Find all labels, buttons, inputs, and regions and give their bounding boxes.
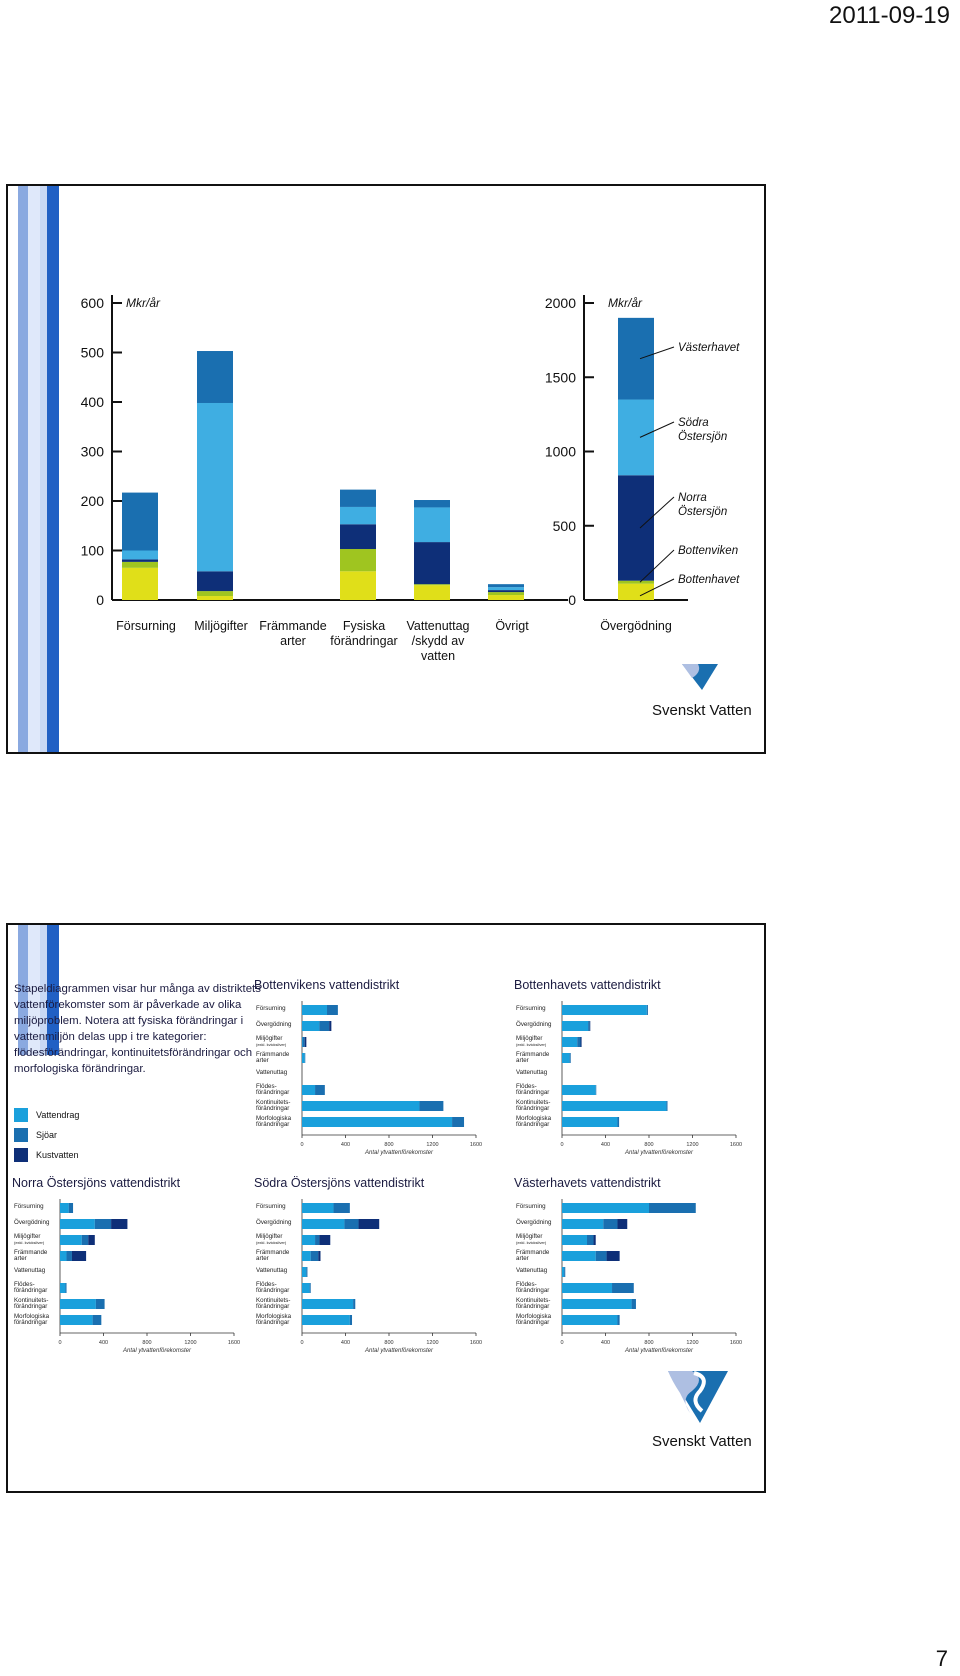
bar-segment xyxy=(562,1299,632,1309)
bar-segment xyxy=(617,1315,619,1325)
category-label: Flödes- xyxy=(516,1083,537,1090)
bar-segment xyxy=(607,1251,620,1261)
category-label: arter xyxy=(256,1255,269,1262)
category-label: förändringar xyxy=(256,1105,290,1112)
category-label: vatten xyxy=(420,649,456,663)
bar-segment xyxy=(122,493,158,551)
category-label: Övergödning xyxy=(600,619,672,633)
x-tick-label: 1200 xyxy=(686,1142,699,1148)
bar-segment xyxy=(319,1021,329,1031)
bar-segment xyxy=(340,490,376,507)
bar-segment xyxy=(60,1299,96,1309)
category-label: Kontinuitets- xyxy=(516,1297,551,1304)
category-label: Kontinuitets- xyxy=(256,1099,291,1106)
x-tick-label: 1600 xyxy=(729,1340,743,1346)
bar-segment xyxy=(562,1085,596,1095)
bar-segment xyxy=(302,1037,303,1047)
annotation-label: Norra xyxy=(678,492,707,504)
category-label: förändringar xyxy=(256,1089,290,1096)
x-axis-label: Antal ytvattenförekomster xyxy=(122,1348,192,1354)
bar-segment xyxy=(562,1283,612,1293)
bar-segment xyxy=(302,1235,315,1245)
bar-segment xyxy=(340,507,376,524)
bar-segment xyxy=(302,1203,334,1213)
bar-segment xyxy=(564,1267,565,1277)
bar-segment xyxy=(570,1053,571,1063)
x-tick-label: 0 xyxy=(560,1340,564,1346)
y-tick-label: 500 xyxy=(552,517,576,534)
bar-segment xyxy=(596,1085,597,1095)
district-title: Södra Östersjöns vattendistrikt xyxy=(254,1176,425,1190)
x-tick-label: 400 xyxy=(600,1340,611,1346)
bar-segment xyxy=(618,475,654,580)
category-label: förändringar xyxy=(516,1303,550,1310)
x-tick-label: 0 xyxy=(300,1340,304,1346)
category-label: Flödes- xyxy=(14,1281,35,1288)
category-label: (exkl. kvicksilver) xyxy=(14,1240,45,1245)
bar-segment xyxy=(414,507,450,542)
x-axis-label: Antal ytvattenförekomster xyxy=(364,1348,434,1354)
svenskt-vatten-logo-icon xyxy=(666,1369,730,1425)
category-label: arter xyxy=(280,634,306,648)
category-label: (exkl. kvicksilver) xyxy=(516,1240,547,1245)
bar-segment xyxy=(95,1219,111,1229)
intro-text: Stapeldiagrammen visar hur många av distriktets vattenförekomster som är påverkade av olika miljöproblem. Notera att fysiska förändringar i vattenmiljön delas upp i tre kategorier: flödesförändringar, kontinuitetsförändringar och morfologiska förändringar. xyxy=(14,983,261,1075)
category-label: Vattenuttag xyxy=(256,1267,288,1274)
slide-1 xyxy=(6,184,766,754)
district-charts xyxy=(8,925,764,1491)
bar-segment xyxy=(302,1005,327,1015)
bar-segment xyxy=(96,1299,105,1309)
x-tick-label: 1200 xyxy=(426,1340,439,1346)
category-label: förändringar xyxy=(256,1121,290,1128)
bar-segment xyxy=(302,1021,319,1031)
x-axis-label: Antal ytvattenförekomster xyxy=(624,1348,694,1354)
bar-segment xyxy=(82,1235,89,1245)
category-label: Vattenuttag xyxy=(14,1267,46,1274)
category-label: Försurning xyxy=(256,1203,286,1210)
cost-bar-chart xyxy=(8,186,764,752)
bar-segment xyxy=(318,1251,320,1261)
bar-segment xyxy=(488,592,524,595)
category-label: Kontinuitets- xyxy=(256,1297,291,1304)
category-label: Flödes- xyxy=(516,1281,537,1288)
bar-segment xyxy=(305,1037,307,1047)
category-label: Vattenuttag xyxy=(406,619,470,633)
category-label: (exkl. kvicksilver) xyxy=(256,1240,287,1245)
bar-segment xyxy=(562,1037,577,1047)
bar-segment xyxy=(359,1219,380,1229)
bar-segment xyxy=(311,1251,319,1261)
bar-segment xyxy=(562,1315,617,1325)
bar-segment xyxy=(647,1005,648,1015)
bar-segment xyxy=(414,584,450,585)
x-tick-label: 1600 xyxy=(469,1142,483,1148)
category-label: Vattenuttag xyxy=(516,1267,548,1274)
x-tick-label: 800 xyxy=(644,1340,654,1346)
y-tick-label: 0 xyxy=(568,592,576,608)
category-label: Främmande xyxy=(14,1249,48,1256)
logo-text: Svenskt Vatten xyxy=(652,1433,752,1450)
x-tick-label: 1200 xyxy=(686,1340,699,1346)
category-label: Övergödning xyxy=(256,1021,292,1028)
category-label: arter xyxy=(516,1057,529,1064)
legend-label: Sjöar xyxy=(36,1130,58,1140)
bar-segment xyxy=(562,1251,596,1261)
district-title: Västerhavets vattendistrikt xyxy=(514,1176,661,1190)
category-label: Försurning xyxy=(516,1005,546,1012)
category-label: Miljögifter xyxy=(256,1035,283,1042)
bar-segment xyxy=(69,1203,73,1213)
bar-segment xyxy=(562,1117,617,1127)
category-label: förändringar xyxy=(256,1303,290,1310)
category-label: Morfologiska xyxy=(516,1115,552,1122)
y-tick-label: 0 xyxy=(96,592,104,608)
category-label: Kontinuitets- xyxy=(14,1297,49,1304)
category-label: Flödes- xyxy=(256,1281,277,1288)
bar-segment xyxy=(594,1235,596,1245)
annotation-label: Bottenhavet xyxy=(678,574,740,586)
bar-segment xyxy=(60,1283,65,1293)
bar-segment xyxy=(319,1235,330,1245)
bar-segment xyxy=(60,1251,67,1261)
bar-segment xyxy=(419,1101,443,1111)
y-tick-label: 400 xyxy=(80,394,104,410)
x-tick-label: 400 xyxy=(340,1142,351,1148)
x-tick-label: 800 xyxy=(384,1142,394,1148)
district-title: Bottenhavets vattendistrikt xyxy=(514,978,661,992)
category-label: förändringar xyxy=(14,1319,48,1326)
x-axis-label: Antal ytvattenförekomster xyxy=(364,1150,434,1156)
category-label: Försurning xyxy=(256,1005,286,1012)
logo-text: Svenskt Vatten xyxy=(652,702,752,719)
bar-segment xyxy=(414,500,450,507)
bar-segment xyxy=(60,1315,93,1325)
category-label: Miljögifter xyxy=(194,619,248,633)
category-label: Övergödning xyxy=(516,1021,552,1028)
category-label: arter xyxy=(14,1255,27,1262)
x-axis-label: Antal ytvattenförekomster xyxy=(624,1150,694,1156)
x-tick-label: 1200 xyxy=(426,1142,439,1148)
bar-segment xyxy=(618,581,654,584)
category-label: Morfologiska xyxy=(256,1115,292,1122)
category-label: förändringar xyxy=(14,1303,48,1310)
bar-segment xyxy=(197,351,233,403)
annotation-label: Södra xyxy=(678,417,709,429)
category-label: förändringar xyxy=(330,634,398,648)
category-label: arter xyxy=(516,1255,529,1262)
bar-segment xyxy=(122,559,158,561)
y-axis-label: Mkr/år xyxy=(608,296,642,310)
x-tick-label: 1600 xyxy=(227,1340,241,1346)
bar-segment xyxy=(577,1037,580,1047)
bar-segment xyxy=(350,1315,352,1325)
x-tick-label: 800 xyxy=(142,1340,152,1346)
y-tick-label: 200 xyxy=(80,493,104,509)
bar-segment xyxy=(596,1251,607,1261)
category-label: Främmande xyxy=(256,1051,290,1058)
svenskt-vatten-logo-icon xyxy=(680,662,720,692)
category-label: Morfologiska xyxy=(516,1313,552,1320)
x-tick-label: 1600 xyxy=(469,1340,483,1346)
slide-2 xyxy=(6,923,766,1493)
bar-segment xyxy=(302,1117,452,1127)
category-label: Miljögifter xyxy=(516,1233,543,1240)
bar-segment xyxy=(302,1251,311,1261)
bar-segment xyxy=(197,596,233,600)
bar-segment xyxy=(488,584,524,587)
x-tick-label: 0 xyxy=(560,1142,564,1148)
bar-segment xyxy=(197,571,233,591)
category-label: Försurning xyxy=(516,1203,546,1210)
bar-segment xyxy=(302,1283,310,1293)
y-axis-label: Mkr/år xyxy=(126,296,160,310)
category-label: förändringar xyxy=(256,1287,290,1294)
bar-segment xyxy=(306,1267,307,1277)
bar-segment xyxy=(414,585,450,600)
bar-segment xyxy=(315,1085,325,1095)
y-tick-label: 100 xyxy=(80,542,104,559)
bar-segment xyxy=(340,571,376,600)
bar-segment xyxy=(122,551,158,560)
category-label: Miljögifter xyxy=(14,1233,41,1240)
bar-segment xyxy=(580,1037,581,1047)
district-title: Bottenvikens vattendistrikt xyxy=(254,978,400,992)
bar-segment xyxy=(353,1299,355,1309)
category-label: Morfologiska xyxy=(256,1313,292,1320)
bar-segment xyxy=(302,1053,305,1063)
category-label: Vattenuttag xyxy=(256,1069,288,1076)
bar-segment xyxy=(60,1235,82,1245)
bar-segment xyxy=(617,1219,627,1229)
x-tick-label: 0 xyxy=(58,1340,62,1346)
y-tick-label: 1000 xyxy=(544,443,576,460)
category-label: (exkl. kvicksilver) xyxy=(516,1042,547,1047)
y-tick-label: 300 xyxy=(80,443,104,460)
bar-segment xyxy=(315,1235,319,1245)
bar-segment xyxy=(666,1101,667,1111)
category-label: Försurning xyxy=(116,619,176,633)
bar-segment xyxy=(612,1283,634,1293)
bar-segment xyxy=(562,1203,649,1213)
bar-segment xyxy=(618,318,654,400)
bar-segment xyxy=(327,1005,338,1015)
category-label: Flödes- xyxy=(256,1083,277,1090)
bar-segment xyxy=(562,1219,603,1229)
bar-segment xyxy=(340,524,376,549)
bar-segment xyxy=(303,1037,305,1047)
category-label: förändringar xyxy=(516,1319,550,1326)
bar-segment xyxy=(414,542,450,584)
annotation-label: Bottenviken xyxy=(678,545,739,557)
bar-segment xyxy=(329,1021,331,1031)
bar-segment xyxy=(60,1203,69,1213)
bar-segment xyxy=(488,595,524,600)
bar-segment xyxy=(302,1299,353,1309)
bar-segment xyxy=(122,568,158,600)
category-label: Främmande xyxy=(256,1249,290,1256)
bar-segment xyxy=(302,1267,306,1277)
header-date: 2011-09-19 xyxy=(829,2,950,29)
bar-segment xyxy=(452,1117,464,1127)
annotation-label: Östersjön xyxy=(678,506,728,518)
bar-segment xyxy=(587,1235,594,1245)
x-tick-label: 800 xyxy=(384,1340,394,1346)
y-tick-label: 600 xyxy=(80,295,104,311)
bar-segment xyxy=(562,1021,588,1031)
annotation-label: Västerhavet xyxy=(678,342,740,354)
bar-segment xyxy=(88,1235,95,1245)
district-title: Norra Östersjöns vattendistrikt xyxy=(12,1176,181,1190)
category-label: förändringar xyxy=(516,1105,550,1112)
category-label: förändringar xyxy=(14,1287,48,1294)
bar-segment xyxy=(60,1219,95,1229)
category-label: förändringar xyxy=(516,1089,550,1096)
bar-segment xyxy=(111,1219,127,1229)
x-tick-label: 0 xyxy=(300,1142,304,1148)
category-label: Försurning xyxy=(14,1203,44,1210)
category-label: Övergödning xyxy=(516,1219,552,1226)
category-label: Morfologiska xyxy=(14,1313,50,1320)
legend-label: Vattendrag xyxy=(36,1110,80,1120)
bar-segment xyxy=(305,1053,306,1063)
category-label: Främmande xyxy=(516,1051,550,1058)
category-label: /skydd av xyxy=(411,634,465,648)
bar-segment xyxy=(310,1283,311,1293)
category-label: Miljögifter xyxy=(516,1035,543,1042)
bar-segment xyxy=(488,587,524,590)
bar-segment xyxy=(67,1251,72,1261)
category-label: Främmande xyxy=(516,1249,550,1256)
y-tick-label: 2000 xyxy=(544,295,576,311)
bar-segment xyxy=(649,1203,696,1213)
x-tick-label: 400 xyxy=(600,1142,611,1148)
bar-segment xyxy=(562,1005,647,1015)
x-tick-label: 400 xyxy=(98,1340,109,1346)
page-number: 7 xyxy=(935,1646,948,1671)
bar-segment xyxy=(618,400,654,476)
x-tick-label: 1200 xyxy=(184,1340,197,1346)
x-tick-label: 400 xyxy=(340,1340,351,1346)
y-tick-label: 1500 xyxy=(544,369,576,386)
bar-segment xyxy=(590,1021,591,1031)
bar-segment xyxy=(65,1283,66,1293)
category-label: (exkl. kvicksilver) xyxy=(256,1042,287,1047)
bar-segment xyxy=(617,1117,619,1127)
category-label: Kontinuitets- xyxy=(516,1099,551,1106)
category-label: arter xyxy=(256,1057,269,1064)
bar-segment xyxy=(93,1315,102,1325)
bar-segment xyxy=(562,1101,666,1111)
y-tick-label: 500 xyxy=(80,344,104,361)
bar-segment xyxy=(122,562,158,568)
x-tick-label: 800 xyxy=(644,1142,654,1148)
bar-segment xyxy=(562,1053,570,1063)
bar-segment xyxy=(197,591,233,596)
legend-label: Kustvatten xyxy=(36,1150,79,1160)
bar-segment xyxy=(197,403,233,571)
bar-segment xyxy=(302,1315,350,1325)
bar-segment xyxy=(344,1219,358,1229)
category-label: förändringar xyxy=(256,1319,290,1326)
category-label: Miljögifter xyxy=(256,1233,283,1240)
category-label: Främmande xyxy=(259,619,327,633)
bar-segment xyxy=(302,1219,344,1229)
category-label: Övergödning xyxy=(14,1219,50,1226)
category-label: Övrigt xyxy=(495,619,529,633)
x-tick-label: 1600 xyxy=(729,1142,743,1148)
bar-segment xyxy=(488,590,524,592)
bar-segment xyxy=(632,1299,636,1309)
annotation-label: Östersjön xyxy=(678,431,728,443)
bar-segment xyxy=(72,1251,86,1261)
bar-segment xyxy=(562,1267,564,1277)
category-label: Övergödning xyxy=(256,1219,292,1226)
category-label: förändringar xyxy=(516,1287,550,1294)
category-label: Vattenuttag xyxy=(516,1069,548,1076)
category-label: förändringar xyxy=(516,1121,550,1128)
bar-segment xyxy=(603,1219,617,1229)
bar-segment xyxy=(588,1021,590,1031)
bar-segment xyxy=(340,549,376,571)
bar-segment xyxy=(562,1235,587,1245)
bar-segment xyxy=(334,1203,350,1213)
bar-segment xyxy=(302,1085,315,1095)
category-label: Fysiska xyxy=(342,619,386,633)
bar-segment xyxy=(302,1101,419,1111)
